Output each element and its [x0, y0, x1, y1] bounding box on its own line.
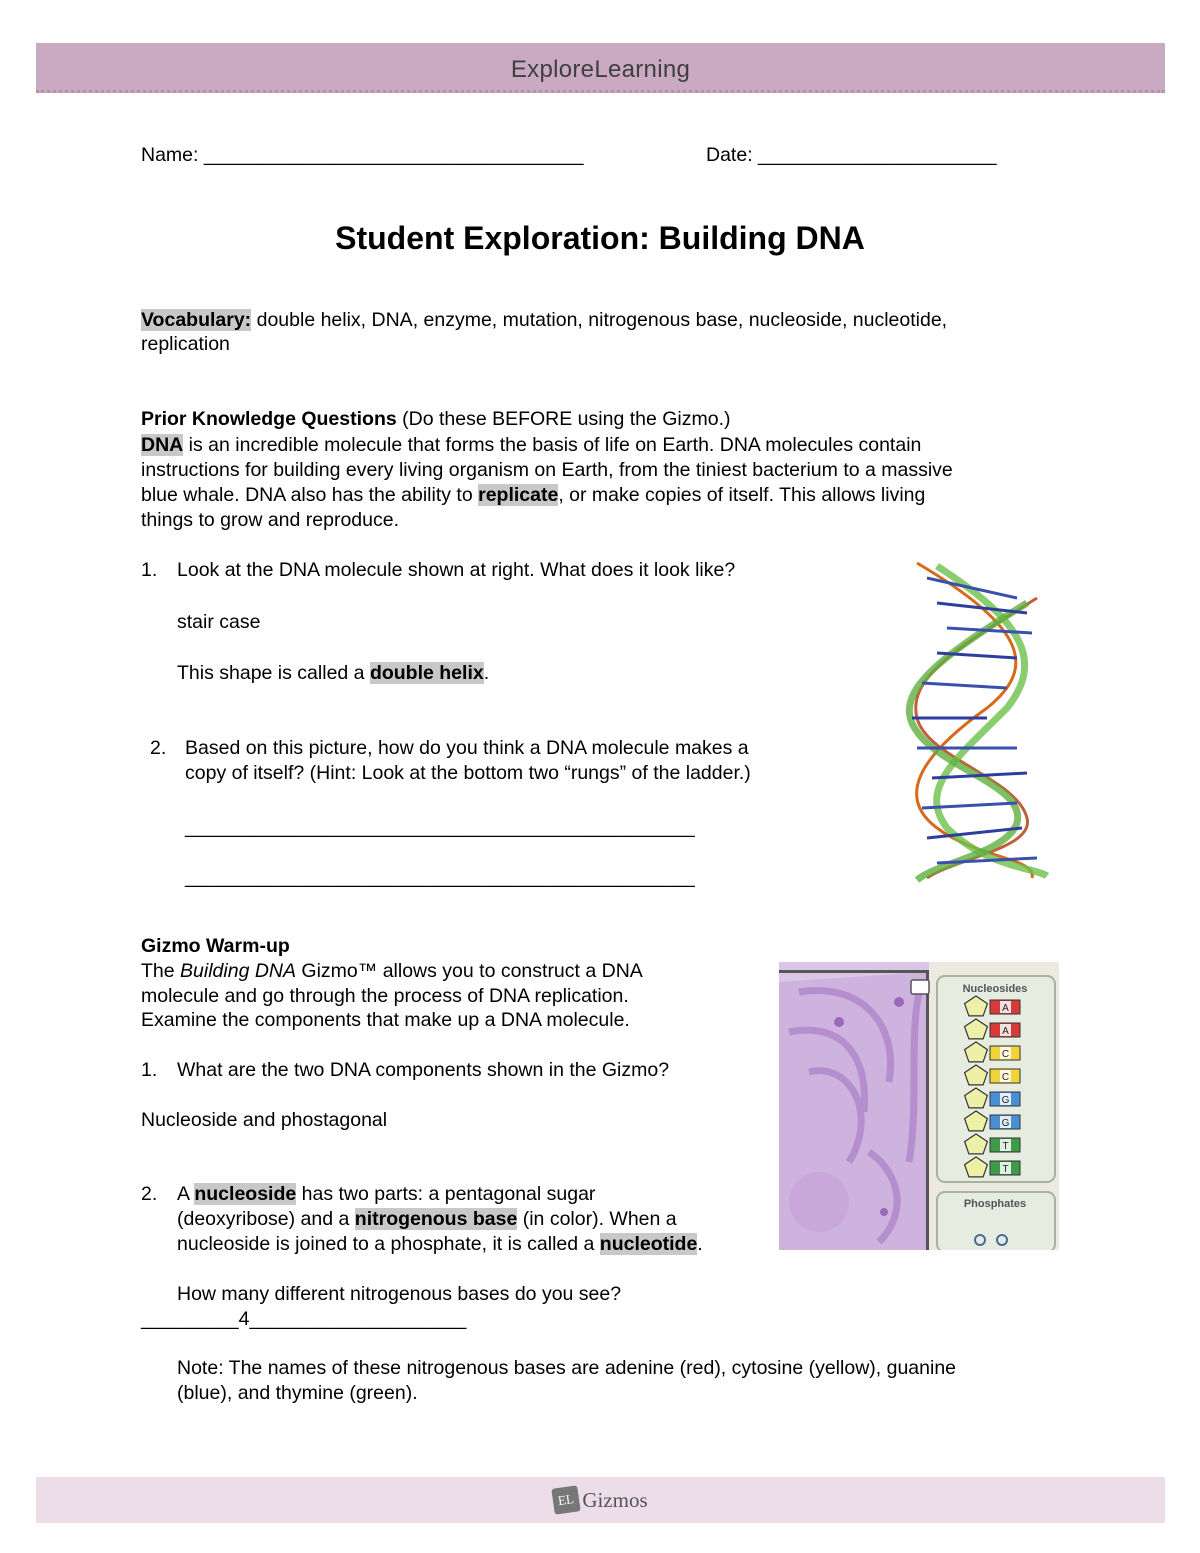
pk-q2-line-1: Based on this picture, how do you think a DNA molecule makes a [185, 737, 749, 759]
base-letter: T [1002, 1164, 1009, 1175]
base-letter: A [1002, 1026, 1009, 1037]
dna-double-helix-image [897, 558, 1049, 883]
intro-text-3a: blue whale. DNA also has the ability to [141, 484, 479, 506]
intro-text-3b: , or make copies of itself. This allows living [558, 484, 926, 506]
base-letter: C [1001, 1072, 1010, 1083]
name-line [141, 143, 583, 168]
base-letter: T [1002, 1141, 1009, 1152]
base-letter: G [1001, 1095, 1010, 1106]
warmup-intro-line-1 [141, 959, 643, 984]
wu-q1-answer[interactable]: Nucleoside and phostagonal [141, 1109, 388, 1131]
pk-q1-note-end: . [483, 662, 490, 684]
wu-q2-text-2a: (deoxyribose) and a [177, 1208, 355, 1230]
wu-q2-number: 2. [141, 1183, 158, 1205]
pk-q1-note-start: This shape is called a [177, 662, 370, 684]
vocabulary-line-2: replication [141, 333, 230, 355]
base-letter: A [1002, 1003, 1009, 1014]
intro-line-4: things to grow and reproduce. [141, 509, 399, 531]
prior-knowledge-heading [141, 407, 731, 432]
pk-q2-number: 2. [150, 737, 167, 759]
wu-q2-text-3b: . [697, 1233, 703, 1255]
page-title: Student Exploration: Building DNA [335, 220, 865, 256]
gizmo-screenshot [779, 962, 1059, 1250]
wu-q2-text-3a: nucleoside is joined to a phosphate, it is called a [177, 1233, 600, 1255]
warmup-intro-text-1: Gizmo™ allows you to construct a DNA [296, 960, 643, 982]
wu-q1-text: What are the two DNA components shown in the Gizmo? [177, 1059, 670, 1081]
warmup-intro-line-3: Examine the components that make up a DNA molecule. [141, 1009, 630, 1031]
gizmos-logo-mark: EL [552, 1485, 581, 1514]
phosphates-title: Phosphates [963, 1198, 1027, 1210]
wu-note-line-1: Note: The names of these nitrogenous bases are adenine (red), cytosine (yellow), guanine [177, 1357, 957, 1379]
wu-q2-answer[interactable]: _________4____________________ [141, 1308, 467, 1330]
warmup-gizmo-name: Building DNA [180, 960, 297, 982]
pk-q1-number: 1. [141, 559, 158, 581]
header-banner [36, 43, 1165, 93]
name-field[interactable]: ___________________________________ [203, 144, 584, 166]
explorelearning-logo: ExploreLearning [510, 55, 691, 83]
warmup-intro-the: The [141, 960, 181, 982]
base-letter: C [1001, 1049, 1010, 1060]
nucleosides-title: Nucleosides [962, 983, 1028, 995]
wu-q2-question: How many different nitrogenous bases do you see? [177, 1283, 622, 1305]
gizmos-logo [553, 1487, 647, 1513]
vocabulary-line-1 [141, 308, 947, 333]
intro-line-1 [141, 433, 921, 458]
pk-q1-note [177, 661, 489, 686]
term-nitrogenous-base: nitrogenous base [354, 1208, 518, 1230]
warmup-title: Gizmo Warm-up [141, 935, 290, 957]
pk-q1-answer[interactable]: stair case [177, 611, 261, 633]
pk-q2-line-2: copy of itself? (Hint: Look at the bottom two “rungs” of the ladder.) [185, 762, 751, 784]
vocabulary-label: Vocabulary: [141, 309, 252, 331]
gizmos-wordmark: Gizmos [582, 1487, 648, 1512]
term-replicate: replicate [478, 484, 559, 506]
term-double-helix: double helix [369, 662, 484, 684]
intro-line-2: instructions for building every living organism on Earth, from the tiniest bacterium to a massive [141, 459, 953, 481]
pk-q1-text: Look at the DNA molecule shown at right. What does it look like? [177, 559, 736, 581]
wu-q2-line-3 [177, 1232, 703, 1257]
name-label: Name: [141, 144, 199, 166]
prior-knowledge-note: (Do these BEFORE using the Gizmo.) [396, 408, 731, 430]
wu-q2-line-2 [177, 1207, 677, 1232]
date-line [706, 143, 997, 168]
date-field[interactable]: ______________________ [758, 144, 997, 166]
intro-line-3 [141, 483, 925, 508]
vocabulary-terms: double helix, DNA, enzyme, mutation, nitrogenous base, nucleoside, nucleotide, [251, 309, 948, 331]
base-letter: G [1001, 1118, 1010, 1129]
term-dna: DNA [141, 434, 184, 456]
wu-q2-text-2b: (in color). When a [517, 1208, 677, 1230]
prior-knowledge-title: Prior Knowledge Questions [141, 408, 397, 430]
footer-banner [36, 1477, 1165, 1523]
wu-q2-line-1 [177, 1182, 595, 1207]
pk-q2-answer-line-2[interactable]: _______________________________________________ [185, 866, 695, 888]
warmup-heading [141, 934, 290, 959]
term-nucleotide: nucleotide [599, 1233, 698, 1255]
intro-text-1: is an incredible molecule that forms the basis of life on Earth. DNA molecules contain [183, 434, 922, 456]
term-nucleoside: nucleoside [194, 1183, 297, 1205]
pk-q2-answer-line-1[interactable]: _______________________________________________ [185, 816, 695, 838]
wu-note-line-2: (blue), and thymine (green). [177, 1382, 418, 1404]
wu-q1-number: 1. [141, 1059, 158, 1081]
wu-q2-text-1a: A [177, 1183, 195, 1205]
wu-q2-text-1b: has two parts: a pentagonal sugar [296, 1183, 596, 1205]
warmup-intro-line-2: molecule and go through the process of DNA replication. [141, 985, 629, 1007]
date-label: Date: [706, 144, 753, 166]
